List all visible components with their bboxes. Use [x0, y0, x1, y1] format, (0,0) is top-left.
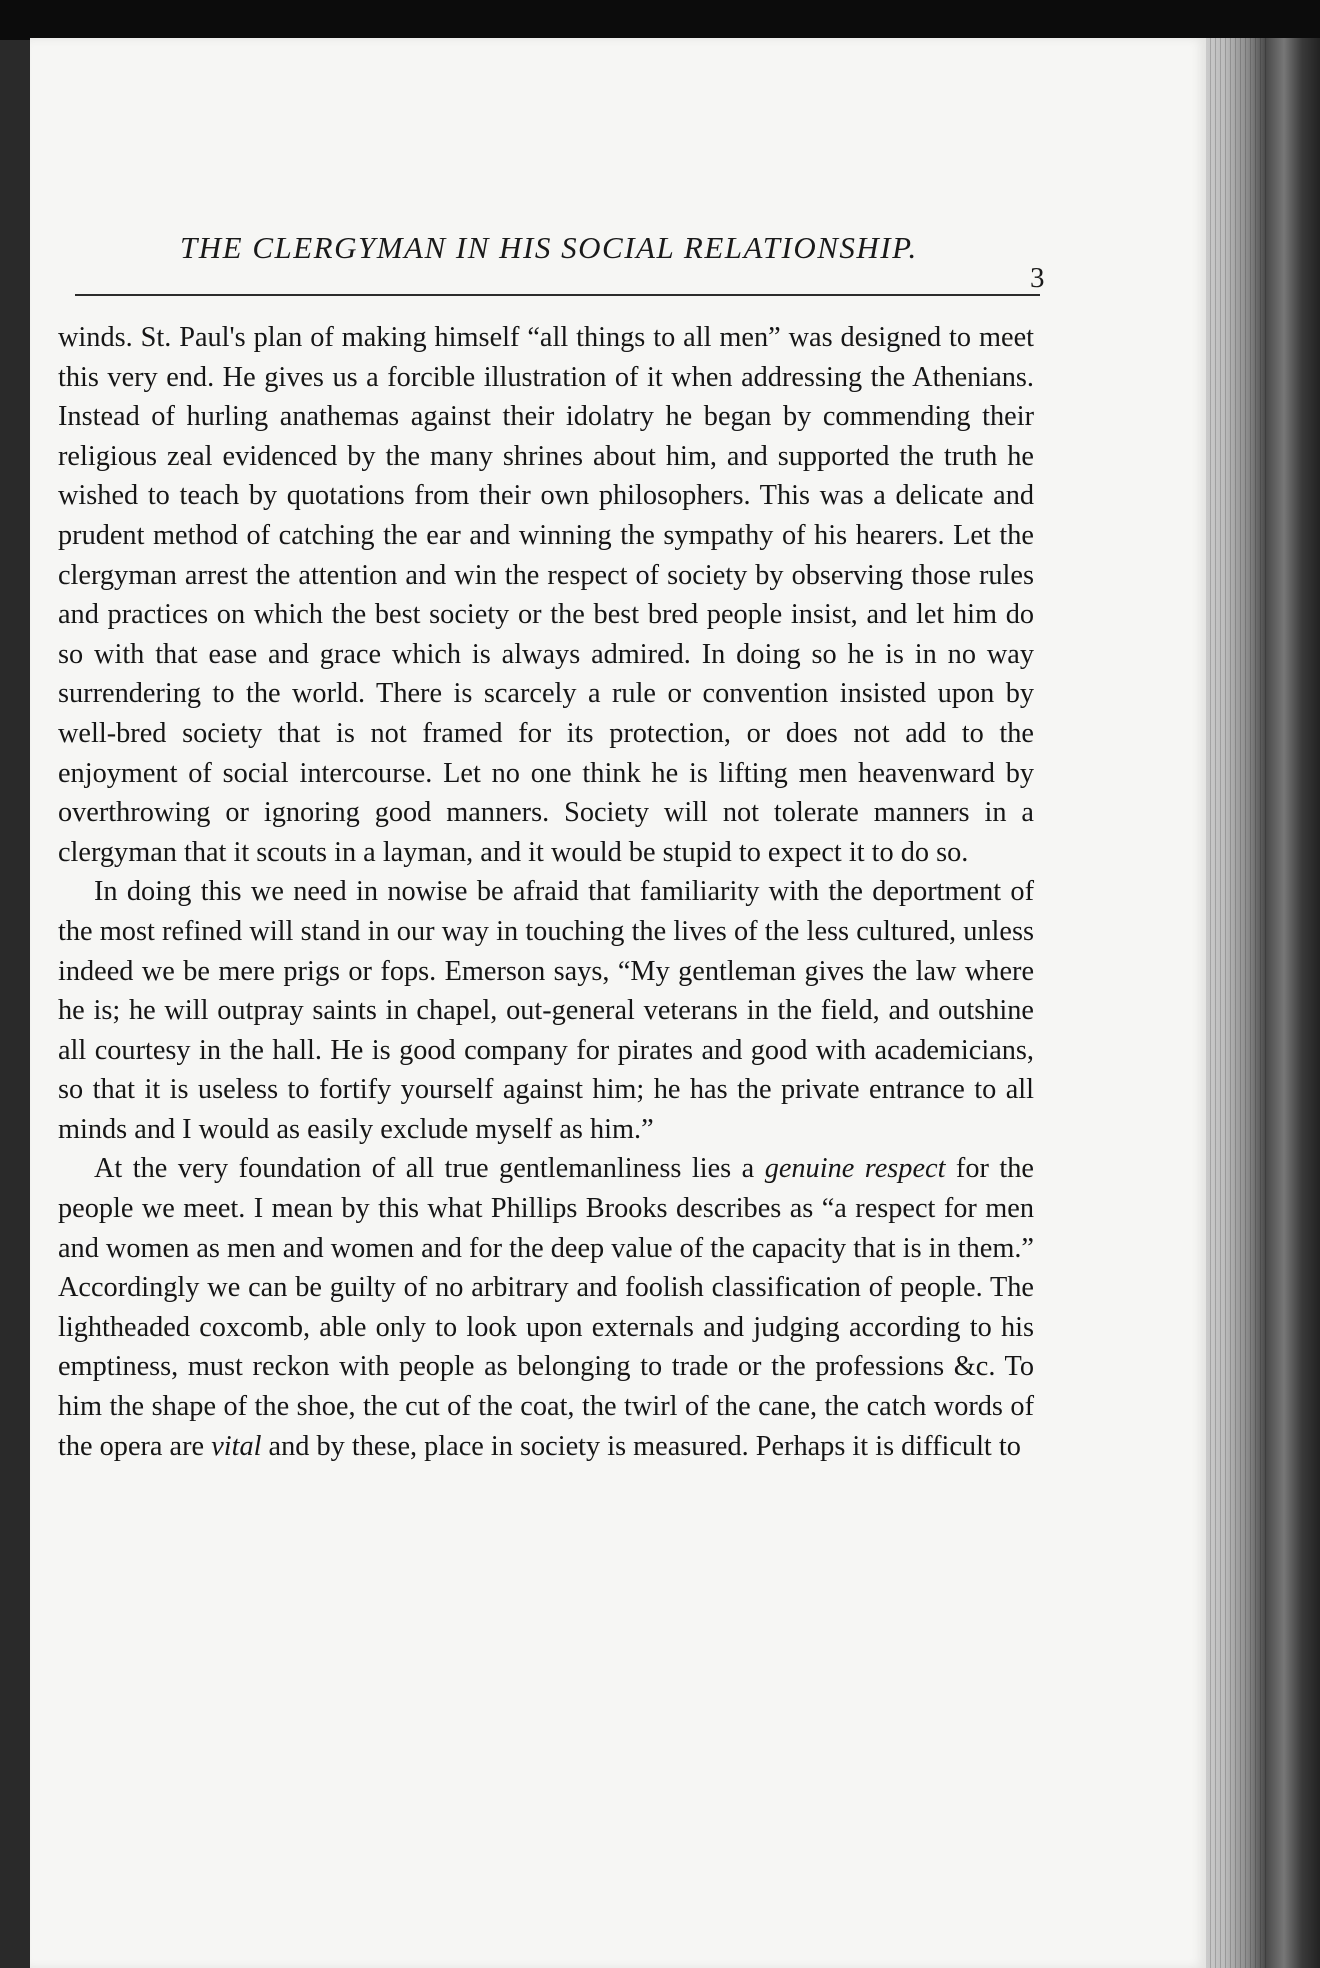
paragraph-1: winds. St. Paul's plan of making himself “all things to all men” was designed to meet this very end. He gives us a forcible illustration of it when addressing the Athenians. Instead of hurling anathemas against their idolatry he began by commending their religious zeal evidenced by the many shrines about him, and supported the truth he wished to teach by quotations from their own philosophers. This was a delicate and prudent method of catching the ear and winning the sympathy of his hearers. Let the clergyman arrest the attention and win the respect of society by observing those rules and practices on which the best society or the best bred people insist, and let him do so with that ease and grace which is always admired. In doing so he is in no way surrendering to the world. There is scarcely a rule or convention insisted upon by well-bred society that is not framed for its protection, or does not add to the enjoyment of social intercourse. Let no one think he is lifting men heavenward by overthrowing or ignoring good manners. Society will not tolerate manners in a clergyman that it scouts in a layman, and it would be stupid to expect it to do so.	[58, 322, 1034, 868]
paragraph-3-text-end: and by these, place in society is measured. Perhaps it is difficult to	[261, 1430, 1021, 1462]
paragraph-3	[58, 1149, 1034, 1466]
scan-background-left	[0, 40, 34, 1968]
emphasis-genuine-respect: genuine respect	[764, 1153, 946, 1185]
scan-background-top	[0, 0, 1320, 40]
emphasis-vital: vital	[211, 1430, 262, 1462]
body-text	[58, 318, 1034, 1466]
paragraph-3-text-middle: for the people we meet. I mean by this what Phillips Brooks describes as “a respect for men and women as men and women and for the deep value of the capacity that is in them.” Accordingly we can be guilty of no arbitrary and foolish classification of people. The lightheaded coxcomb, able only to look upon externals and judging according to his emptiness, must reckon with people as belonging to trade or the professions &c. To him the shape of the shoe, the cut of the coat, the twirl of the cane, the catch words of the opera are	[58, 1153, 1034, 1462]
running-header-title: THE CLERGYMAN IN HIS SOCIAL RELATIONSHIP.	[180, 230, 918, 265]
header-rule	[75, 294, 1040, 296]
page-number: 3	[1030, 262, 1045, 294]
paragraph-3-text-start: At the very foundation of all true gentlemanliness lies a	[94, 1153, 765, 1185]
book-page-edge-lines	[1200, 38, 1270, 1968]
paragraph-2: In doing this we need in nowise be afraid that familiarity with the deportment of the most refined will stand in our way in touching the lives of the less cultured, unless indeed we be mere prigs or fops. Emerson says, “My gentleman gives the law where he is; he will outpray saints in chapel, out-general veterans in the field, and outshine all courtesy in the hall. He is good company for pirates and good with academicians, so that it is useless to fortify yourself against him; he has the private entrance to all minds and I would as easily exclude myself as him.”	[58, 876, 1034, 1145]
